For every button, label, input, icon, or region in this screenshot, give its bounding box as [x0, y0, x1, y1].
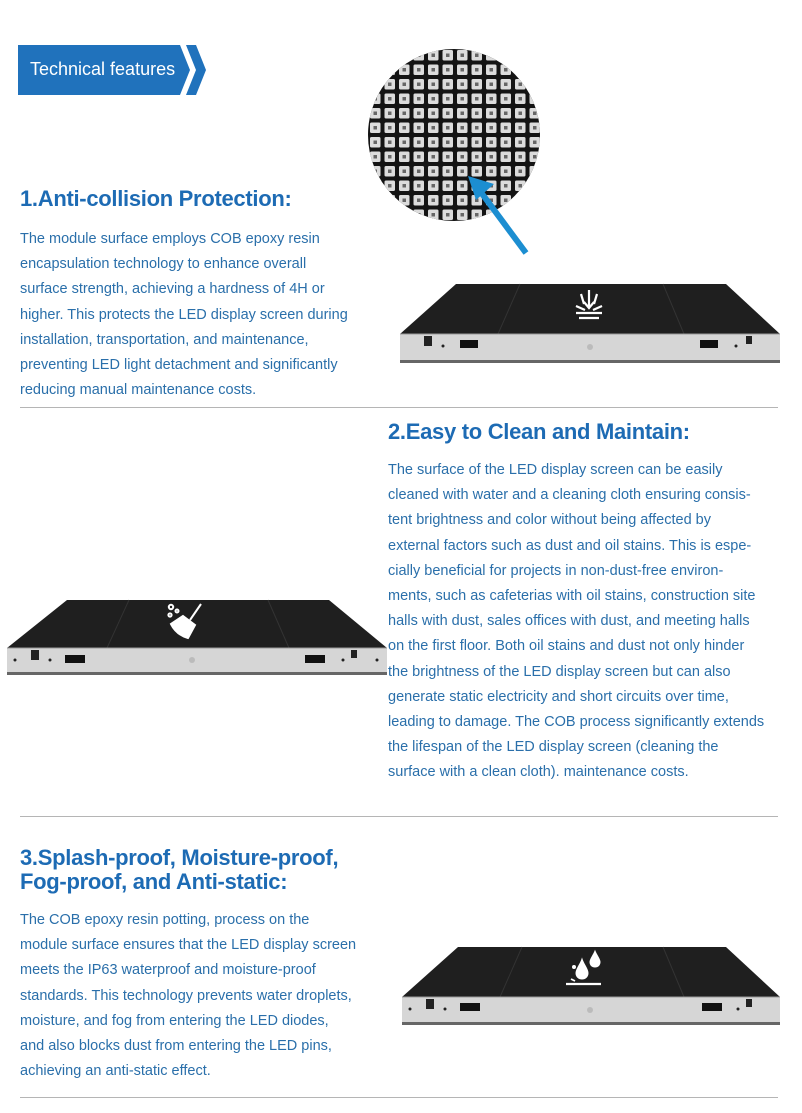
led-diode: [417, 184, 421, 188]
led-diode: [374, 170, 378, 174]
led-diode: [403, 213, 407, 217]
led-diode: [417, 199, 421, 203]
led-diode: [461, 170, 465, 174]
led-diode: [446, 54, 450, 58]
led-diode: [475, 126, 479, 130]
text-line: achieving an anti-static effect.: [20, 1063, 211, 1080]
led-diode: [417, 97, 421, 101]
led-diode: [519, 68, 523, 72]
led-diode: [446, 141, 450, 145]
led-diode: [519, 213, 523, 217]
text-line: moisture, and fog from entering the LED diodes,: [20, 1012, 329, 1029]
led-diode: [432, 170, 436, 174]
led-diode: [475, 112, 479, 116]
led-diode: [388, 68, 392, 72]
led-diode: [533, 126, 537, 130]
led-pixel: [385, 210, 396, 221]
led-diode: [374, 199, 378, 203]
led-diode: [388, 112, 392, 116]
led-diode: [388, 155, 392, 159]
led-diode: [388, 170, 392, 174]
text-line: halls with dust, sales offices with dust, and meeting halls: [388, 613, 750, 630]
led-diode: [475, 97, 479, 101]
divider: [20, 816, 778, 817]
led-pixel: [370, 195, 381, 206]
led-diode: [432, 184, 436, 188]
section-banner: [18, 45, 206, 95]
section-3-text: [20, 908, 380, 1084]
text-line: The surface of the LED display screen can be easily: [388, 462, 723, 478]
banner-label: Technical features: [30, 59, 176, 79]
divider: [20, 407, 778, 408]
divider: [20, 1097, 778, 1098]
led-diode: [504, 141, 508, 145]
led-diode: [403, 97, 407, 101]
led-diode: [519, 112, 523, 116]
led-diode: [461, 155, 465, 159]
led-pixel: [414, 210, 425, 221]
led-pixel: [370, 181, 381, 192]
led-diode: [461, 68, 465, 72]
led-diode: [403, 199, 407, 203]
section-2-text: [388, 458, 788, 786]
led-diode: [432, 213, 436, 217]
led-diode: [388, 199, 392, 203]
led-diode: [461, 54, 465, 58]
led-diode: [490, 112, 494, 116]
led-pixel: [530, 166, 541, 177]
led-pixel: [515, 50, 526, 61]
led-diode: [446, 112, 450, 116]
led-diode: [388, 213, 392, 217]
led-diode: [504, 112, 508, 116]
led-pixel-zoom: [368, 48, 540, 260]
led-pixel: [370, 210, 381, 221]
led-diode: [533, 213, 537, 217]
led-diode: [403, 68, 407, 72]
led-diode: [403, 170, 407, 174]
led-diode: [432, 83, 436, 87]
led-diode: [490, 141, 494, 145]
led-diode: [403, 141, 407, 145]
led-diode: [504, 126, 508, 130]
led-diode: [417, 112, 421, 116]
led-diode: [533, 199, 537, 203]
led-pixel: [530, 94, 541, 105]
led-diode: [403, 184, 407, 188]
led-diode: [417, 126, 421, 130]
text-line: preventing LED light detachment and significantly: [20, 357, 338, 374]
text-line: on the first floor. Both oil stains and dust not only hinder: [388, 638, 745, 655]
led-diode: [446, 199, 450, 203]
text-line: The COB epoxy resin potting, process on the: [20, 912, 310, 928]
led-pixel: [370, 94, 381, 105]
led-diode: [417, 141, 421, 145]
led-diode: [432, 68, 436, 72]
led-diode: [388, 97, 392, 101]
led-diode: [475, 155, 479, 159]
led-diode: [374, 155, 378, 159]
led-diode: [461, 83, 465, 87]
led-diode: [417, 170, 421, 174]
led-module-illustration: [5, 598, 389, 680]
led-diode: [490, 213, 494, 217]
text-line: tent brightness and color without being affected by: [388, 512, 711, 529]
led-pixel: [530, 50, 541, 61]
led-diode: [461, 141, 465, 145]
led-pixel: [414, 50, 425, 61]
text-line: The module surface employs COB epoxy resin: [20, 231, 320, 247]
led-diode: [432, 54, 436, 58]
led-diode: [403, 126, 407, 130]
led-diode: [388, 184, 392, 188]
led-diode: [417, 68, 421, 72]
led-diode: [475, 213, 479, 217]
led-diode: [533, 83, 537, 87]
led-diode: [490, 97, 494, 101]
led-diode: [519, 126, 523, 130]
led-diode: [504, 213, 508, 217]
led-diode: [504, 199, 508, 203]
led-diode: [374, 83, 378, 87]
led-diode: [432, 97, 436, 101]
text-line: generate static electricity and short circuits over time,: [388, 688, 729, 705]
section-1-text: [20, 227, 370, 403]
led-pixel: [370, 50, 381, 61]
title-line: 3.Splash-proof, Moisture-proof,: [20, 845, 339, 870]
led-diode: [504, 155, 508, 159]
led-diode: [417, 83, 421, 87]
led-diode: [504, 68, 508, 72]
led-pixel: [385, 65, 396, 76]
led-pixel: [501, 50, 512, 61]
led-diode: [446, 170, 450, 174]
led-diode: [504, 54, 508, 58]
led-diode: [533, 54, 537, 58]
led-diode: [533, 97, 537, 101]
text-line: surface with a clean cloth). maintenance costs.: [388, 764, 689, 781]
led-pixel: [530, 181, 541, 192]
led-diode: [504, 83, 508, 87]
led-diode: [403, 83, 407, 87]
led-diode: [374, 213, 378, 217]
text-line: cially beneficial for projects in non-dust-free environ-: [388, 562, 724, 579]
led-pixel: [370, 166, 381, 177]
led-diode: [533, 170, 537, 174]
led-diode: [504, 184, 508, 188]
led-diode: [374, 97, 378, 101]
led-diode: [417, 54, 421, 58]
led-diode: [461, 126, 465, 130]
text-line: and also blocks dust from entering the LED pins,: [20, 1038, 332, 1055]
led-diode: [388, 54, 392, 58]
led-diode: [432, 141, 436, 145]
text-line: surface strength, achieving a hardness of 4H or: [20, 281, 325, 298]
led-pixel: [370, 79, 381, 90]
led-diode: [432, 155, 436, 159]
text-line: encapsulation technology to enhance overall: [20, 256, 307, 273]
led-diode: [374, 126, 378, 130]
led-diode: [432, 112, 436, 116]
led-diode: [446, 83, 450, 87]
led-diode: [533, 155, 537, 159]
led-diode: [374, 184, 378, 188]
led-diode: [475, 54, 479, 58]
text-line: the brightness of the LED display screen but can also: [388, 663, 731, 680]
led-diode: [475, 68, 479, 72]
led-diode: [519, 83, 523, 87]
led-pixel: [530, 79, 541, 90]
led-pixel: [515, 65, 526, 76]
section-1-title: 1.Anti-collision Protection:: [20, 186, 292, 211]
led-diode: [432, 199, 436, 203]
led-pixel: [530, 210, 541, 221]
led-diode: [417, 155, 421, 159]
led-diode: [388, 141, 392, 145]
led-diode: [519, 155, 523, 159]
led-diode: [490, 83, 494, 87]
led-module-illustration: [398, 282, 782, 368]
led-diode: [490, 155, 494, 159]
text-line: reducing manual maintenance costs.: [20, 382, 257, 399]
led-pixel: [530, 65, 541, 76]
led-diode: [519, 184, 523, 188]
led-diode: [519, 97, 523, 101]
led-diode: [374, 112, 378, 116]
led-diode: [374, 68, 378, 72]
led-diode: [533, 184, 537, 188]
led-diode: [475, 170, 479, 174]
led-diode: [519, 141, 523, 145]
led-diode: [504, 97, 508, 101]
led-diode: [374, 54, 378, 58]
led-diode: [475, 83, 479, 87]
title-line: Fog-proof, and Anti-static:: [20, 869, 288, 894]
led-diode: [490, 170, 494, 174]
led-diode: [388, 83, 392, 87]
text-line: the lifespan of the LED display screen (cleaning the: [388, 739, 719, 756]
led-diode: [533, 68, 537, 72]
led-diode: [446, 184, 450, 188]
led-diode: [403, 112, 407, 116]
led-diode: [446, 68, 450, 72]
led-pixel: [385, 195, 396, 206]
led-diode: [403, 54, 407, 58]
text-line: meets the IP63 waterproof and moisture-proof: [20, 962, 316, 979]
led-pixel: [399, 210, 410, 221]
section-2-title: 2.Easy to Clean and Maintain:: [388, 419, 690, 444]
text-line: standards. This technology prevents water droplets,: [20, 987, 352, 1004]
led-diode: [446, 97, 450, 101]
led-diode: [519, 199, 523, 203]
led-pixel: [370, 65, 381, 76]
led-diode: [461, 199, 465, 203]
led-diode: [490, 126, 494, 130]
text-line: ments, such as cafeterias with oil stains, construction site: [388, 588, 756, 605]
led-diode: [374, 141, 378, 145]
led-diode: [461, 184, 465, 188]
led-diode: [533, 141, 537, 145]
led-pixel: [385, 50, 396, 61]
led-diode: [403, 155, 407, 159]
led-diode: [417, 213, 421, 217]
text-line: installation, transportation, and maintenance,: [20, 331, 309, 348]
led-diode: [533, 112, 537, 116]
led-diode: [461, 112, 465, 116]
text-line: higher. This protects the LED display screen during: [20, 306, 348, 323]
text-line: cleaned with water and a cleaning cloth ensuring consis-: [388, 487, 751, 504]
led-pixel: [515, 195, 526, 206]
led-diode: [446, 126, 450, 130]
led-diode: [432, 126, 436, 130]
text-line: leading to damage. The COB process significantly extends: [388, 714, 765, 731]
led-diode: [519, 54, 523, 58]
led-diode: [446, 155, 450, 159]
text-line: module surface ensures that the LED display screen: [20, 937, 357, 954]
led-diode: [461, 97, 465, 101]
led-pixel: [399, 50, 410, 61]
led-pixel: [530, 195, 541, 206]
led-module-illustration: [400, 945, 784, 1031]
section-3-title: [20, 846, 338, 894]
led-diode: [519, 170, 523, 174]
led-diode: [490, 68, 494, 72]
led-diode: [504, 170, 508, 174]
led-diode: [490, 54, 494, 58]
led-pixel: [515, 210, 526, 221]
led-diode: [446, 213, 450, 217]
text-line: external factors such as dust and oil stains. This is espe-: [388, 537, 752, 554]
led-pixel: [486, 50, 497, 61]
led-diode: [475, 141, 479, 145]
led-diode: [388, 126, 392, 130]
led-diode: [461, 213, 465, 217]
